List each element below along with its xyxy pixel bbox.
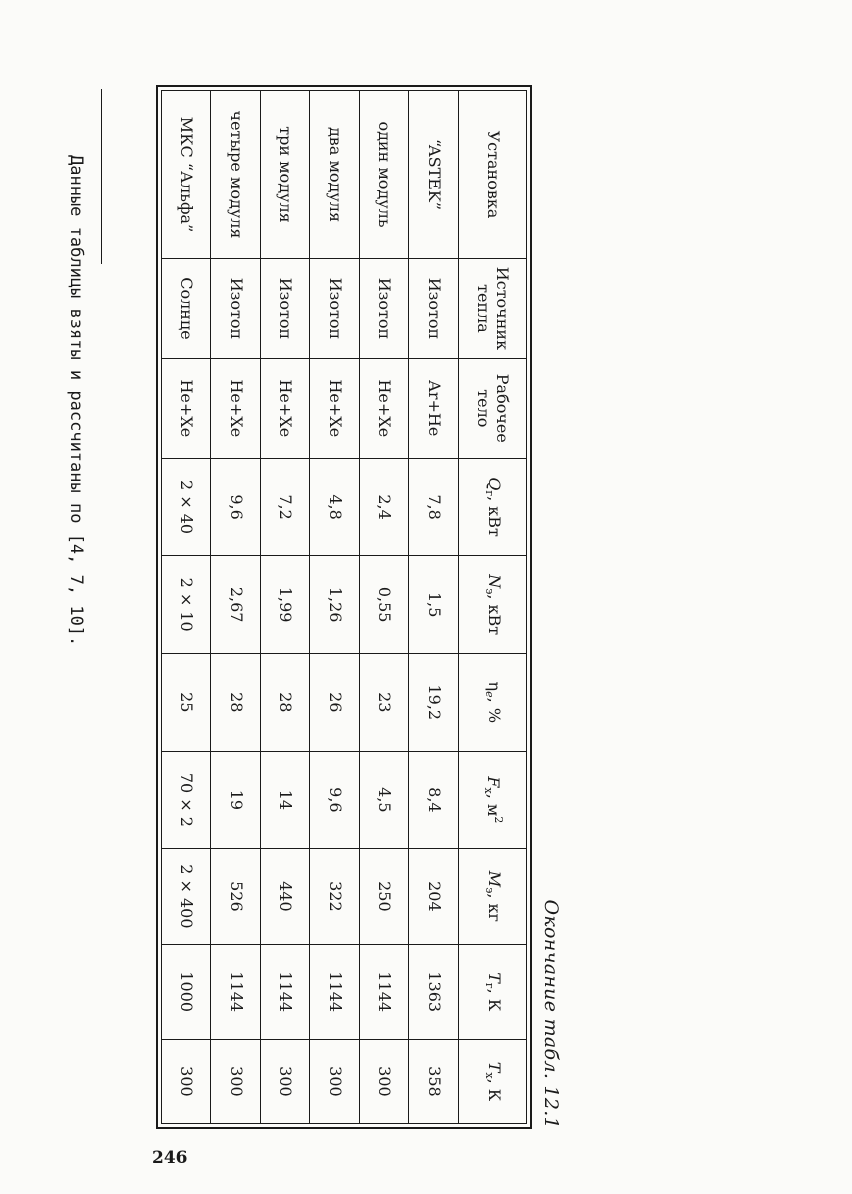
cell-eta: 25 <box>162 653 212 751</box>
cell-n: 1,26 <box>310 556 360 654</box>
cell-tx: 300 <box>211 1039 261 1123</box>
cell-installation: один модуль <box>360 91 410 259</box>
cell-tg: 1000 <box>162 944 212 1039</box>
cell-m: 440 <box>261 849 311 944</box>
table-row <box>409 91 459 1124</box>
cell-q: 2 × 40 <box>162 458 212 556</box>
cell-f: 8,4 <box>409 751 459 849</box>
header-electric-power: $N_э$, кВт <box>459 556 527 654</box>
cell-source: Изотоп <box>409 259 459 359</box>
cell-source: Изотоп <box>360 259 410 359</box>
table-row <box>211 91 261 1124</box>
header-hot-temperature: $T_г$, К <box>459 944 527 1039</box>
header-heat-input: $Q_г$, кВт <box>459 458 527 556</box>
cell-q: 7,2 <box>261 458 311 556</box>
cell-tg: 1144 <box>310 944 360 1039</box>
cell-installation: МКС “Альфа” <box>162 91 212 259</box>
cell-tx: 358 <box>409 1039 459 1123</box>
table-row <box>261 91 311 1124</box>
cell-n: 2,67 <box>211 556 261 654</box>
cell-fluid: He+Xe <box>211 358 261 458</box>
cell-f: 19 <box>211 751 261 849</box>
data-table <box>161 90 527 1124</box>
cell-n: 2 × 10 <box>162 556 212 654</box>
cell-n: 0,55 <box>360 556 410 654</box>
cell-source: Солнце <box>162 259 212 359</box>
cell-tg: 1144 <box>261 944 311 1039</box>
table-row <box>310 91 360 1124</box>
cell-tx: 300 <box>360 1039 410 1123</box>
cell-installation: четыре модуля <box>211 91 261 259</box>
table-header-row <box>459 91 527 1124</box>
cell-f: 14 <box>261 751 311 849</box>
header-cold-temperature: $T_х$, К <box>459 1039 527 1123</box>
cell-source: Изотоп <box>261 259 311 359</box>
cell-n: 1,5 <box>409 556 459 654</box>
cell-eta: 23 <box>360 653 410 751</box>
cell-fluid: Ar+He <box>409 358 459 458</box>
header-mass: $M_э$, кг <box>459 849 527 944</box>
footnote-divider <box>101 89 102 264</box>
header-efficiency: $\eta_e$, % <box>459 653 527 751</box>
cell-q: 2,4 <box>360 458 410 556</box>
cell-fluid: He+Xe <box>162 358 212 458</box>
cell-eta: 26 <box>310 653 360 751</box>
cell-fluid: He+Xe <box>360 358 410 458</box>
table-continuation-label: Окончание табл. 12.1 <box>540 899 562 1129</box>
rotated-table-block <box>15 85 570 1129</box>
cell-eta: 28 <box>261 653 311 751</box>
table-row <box>360 91 410 1124</box>
cell-tx: 300 <box>261 1039 311 1123</box>
cell-m: 526 <box>211 849 261 944</box>
cell-fluid: He+Xe <box>261 358 311 458</box>
cell-f: 4,5 <box>360 751 410 849</box>
cell-tx: 300 <box>162 1039 212 1123</box>
cell-q: 9,6 <box>211 458 261 556</box>
cell-eta: 19,2 <box>409 653 459 751</box>
cell-m: 2 × 400 <box>162 849 212 944</box>
cell-fluid: He+Xe <box>310 358 360 458</box>
cell-q: 7,8 <box>409 458 459 556</box>
cell-tx: 300 <box>310 1039 360 1123</box>
data-table-frame <box>156 85 532 1129</box>
cell-tg: 1363 <box>409 944 459 1039</box>
cell-m: 322 <box>310 849 360 944</box>
page-number: 246 <box>152 1148 188 1168</box>
cell-m: 250 <box>360 849 410 944</box>
header-radiator-area: $F_х$, $м^2$ <box>459 751 527 849</box>
cell-tg: 1144 <box>211 944 261 1039</box>
cell-tg: 1144 <box>360 944 410 1039</box>
header-heat-source: Источник тепла <box>459 259 527 359</box>
cell-source: Изотоп <box>211 259 261 359</box>
cell-source: Изотоп <box>310 259 360 359</box>
table-row <box>162 91 212 1124</box>
cell-eta: 28 <box>211 653 261 751</box>
header-working-fluid: Рабочее тело <box>459 358 527 458</box>
cell-installation: “ASTEK” <box>409 91 459 259</box>
header-installation: Установка <box>459 91 527 259</box>
table-footnote: Данные таблицы взяты и рассчитаны по [4, 7, 10]. <box>66 155 86 647</box>
cell-n: 1,99 <box>261 556 311 654</box>
cell-q: 4,8 <box>310 458 360 556</box>
cell-installation: три модуля <box>261 91 311 259</box>
cell-m: 204 <box>409 849 459 944</box>
cell-installation: два модуля <box>310 91 360 259</box>
cell-f: 70 × 2 <box>162 751 212 849</box>
cell-f: 9,6 <box>310 751 360 849</box>
